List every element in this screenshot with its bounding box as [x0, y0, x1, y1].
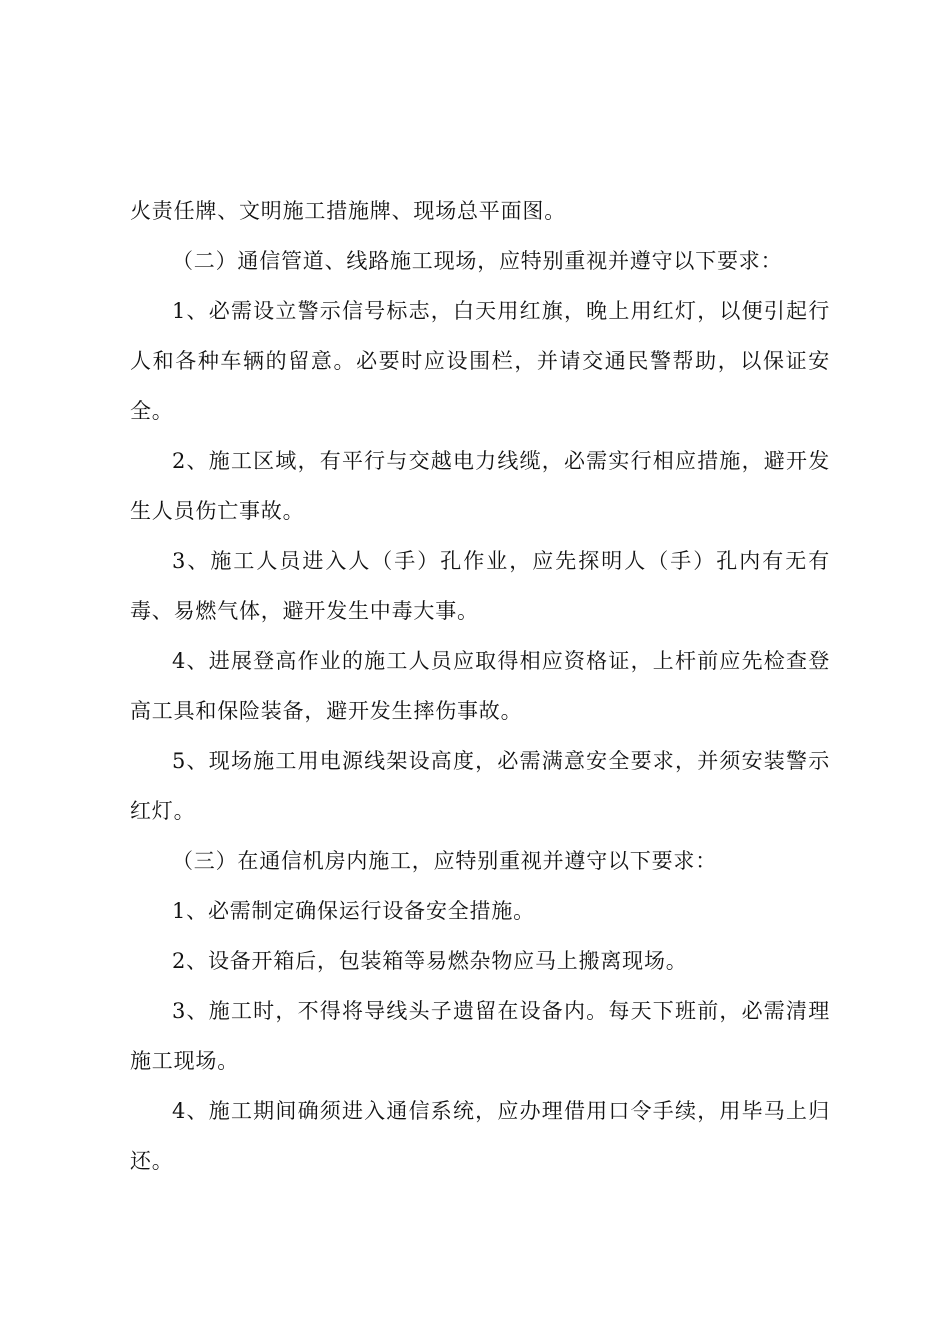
document-body: [130, 186, 830, 1186]
list-item-2-5: 5、现场施工用电源线架设高度，必需满意安全要求，并须安装警示红灯。: [130, 749, 830, 823]
paragraph-continuation: 火责任牌、文明施工措施牌、现场总平面图。: [130, 199, 566, 223]
list-item-3-1: 1、必需制定确保运行设备安全措施。: [172, 899, 535, 923]
list-item-2-3: 3、施工人员进入人（手）孔作业，应先探明人（手）孔内有无有毒、易燃气体，避开发生中毒大事。: [130, 549, 830, 623]
section-heading-2: （二）通信管道、线路施工现场，应特别重视并遵守以下要求：: [172, 249, 783, 273]
section-heading-3: （三）在通信机房内施工，应特别重视并遵守以下要求：: [172, 849, 717, 873]
list-item-2-1: 1、必需设立警示信号标志，白天用红旗，晚上用红灯，以便引起行人和各种车辆的留意。必要时应设围栏，并请交通民警帮助，以保证安全。: [130, 299, 830, 423]
list-item-3-3: 3、施工时，不得将导线头子遗留在设备内。每天下班前，必需清理施工现场。: [130, 999, 830, 1073]
list-item-3-4: 4、施工期间确须进入通信系统，应办理借用口令手续，用毕马上归还。: [130, 1099, 830, 1173]
list-item-2-4: 4、进展登高作业的施工人员应取得相应资格证，上杆前应先检查登高工具和保险装备，避开发生摔伤事故。: [130, 649, 830, 723]
list-item-2-2: 2、施工区域，有平行与交越电力线缆，必需实行相应措施，避开发生人员伤亡事故。: [130, 449, 830, 523]
list-item-3-2: 2、设备开箱后，包装箱等易燃杂物应马上搬离现场。: [172, 949, 688, 973]
